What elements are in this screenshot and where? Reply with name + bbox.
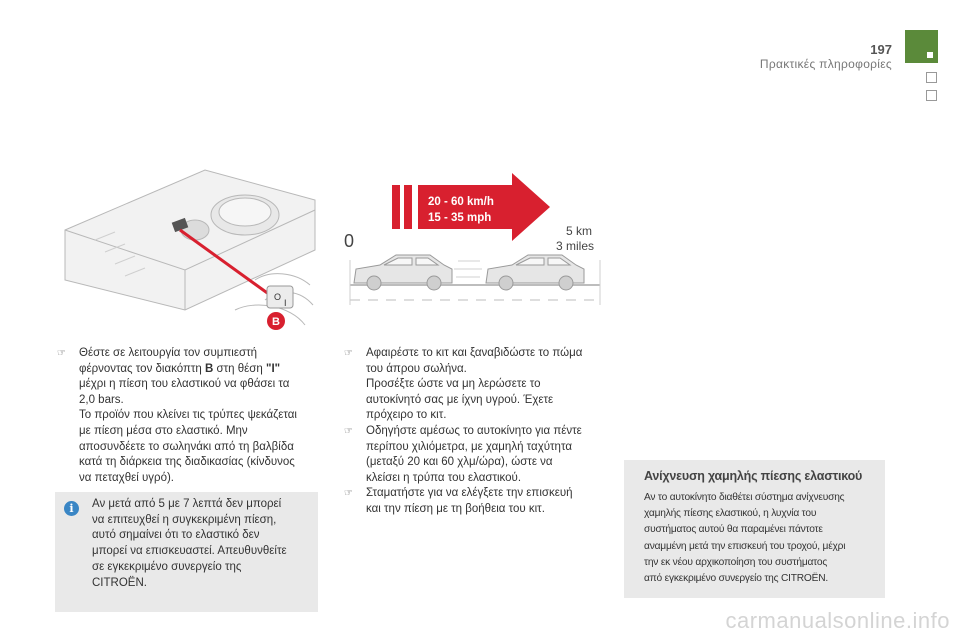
instruction-line: αυτοκίνητό σας με ίχνη υγρού. Έχετε <box>366 393 554 406</box>
instruction-stop-check <box>342 486 607 517</box>
speed-stripe-1 <box>392 185 400 229</box>
instruction-line: Σταματήστε για να ελέγξετε την επισκευή <box>366 487 573 500</box>
instruction-line: 2,0 bars. <box>79 393 124 406</box>
tpms-line: χαμηλής πίεσης ελαστικού, η λυχνία του <box>644 508 817 520</box>
switch-label-on: I <box>284 298 287 308</box>
instruction-line: Θέστε σε λειτουργία τον συμπιεστή <box>79 347 258 359</box>
instruction-line: να πεταχθεί υγρό). <box>79 471 174 484</box>
info-line: CITROËN. <box>92 576 147 589</box>
instruction-remove-kit <box>342 346 607 424</box>
instruction-drive <box>342 424 607 486</box>
tpms-line: συστήματος αυτού θα παραμένει πάντοτε <box>644 524 823 536</box>
switch-label-off: O <box>274 292 282 302</box>
info-note-text <box>92 497 312 591</box>
instruction-line: (μεταξύ 20 και 60 χλμ/ώρα), ώστε να <box>366 456 553 469</box>
speed-kmh-label: 20 - 60 km/h <box>428 196 494 208</box>
distance-miles-label: 3 miles <box>556 239 595 253</box>
instruction-start-compressor <box>55 346 320 486</box>
callout-b-label: B <box>272 316 280 328</box>
left-column <box>55 346 320 486</box>
chapter-tab[interactable] <box>905 30 938 63</box>
compressor-illustration <box>55 160 325 340</box>
drive-after-repair-illustration <box>340 165 610 315</box>
chapter-tab-empty-2[interactable] <box>926 90 937 101</box>
section-title: Πρακτικές πληροφορίες <box>759 57 892 71</box>
info-note-box <box>55 492 318 612</box>
instruction-line: Αφαιρέστε το κιτ και ξαναβιδώστε το πώμα <box>366 347 583 359</box>
info-line: μπορεί να επισκευαστεί. Απευθυνθείτε <box>92 545 287 558</box>
info-line: να επιτευχθεί η συγκεκριμένη πίεση, <box>92 513 277 526</box>
info-line: Αν μετά από 5 με 7 λεπτά δεν μπορεί <box>92 498 282 510</box>
page-number: 197 <box>870 42 892 57</box>
right-column <box>342 346 607 518</box>
instruction-line: πρόχειρο το κιτ. <box>366 409 447 422</box>
instruction-line: του άπρου σωλήνα. <box>366 362 467 375</box>
chapter-tab-empty-1[interactable] <box>926 72 937 83</box>
pointing-finger-icon: ☞ <box>344 488 353 500</box>
instruction-line: Οδηγήστε αμέσως το αυτοκίνητο για πέντε <box>366 424 582 437</box>
tpms-title: Ανίχνευση χαμηλής πίεσης ελαστικού <box>644 469 863 483</box>
info-line: αυτό σημαίνει ότι το ελαστικό δεν <box>92 529 260 542</box>
instruction-line: αποσυνδέετε το σωληνάκι από τη βαλβίδα <box>79 440 294 453</box>
pointing-finger-icon: ☞ <box>57 348 66 359</box>
instruction-line: φέρνοντας τον διακόπτη B στη θέση "I" <box>79 362 281 375</box>
tpms-text <box>644 490 882 587</box>
instruction-line: περίπου χιλιόμετρα, με χαμηλή ταχύτητα <box>366 440 572 453</box>
instruction-line: Προσέξτε ώστε να μη λερώσετε το <box>366 378 541 391</box>
instruction-line: κατά τη διάρκεια της διαδικασίας (κίνδυνος <box>79 456 295 469</box>
instruction-line: και την πίεση με τη βοήθεια του κιτ. <box>366 502 545 515</box>
instruction-line: με πίεση μέσα στο ελαστικό. Μην <box>79 424 248 437</box>
instruction-line: μέχρι η πίεση του ελαστικού να φθάσει τα <box>79 378 290 391</box>
instruction-line: κλείσει η τρύπα του ελαστικού. <box>366 471 522 484</box>
watermark: carmanualsonline.info <box>725 608 950 633</box>
tpms-line: την εκ νέου αρχικοποίηση του συστήματος <box>644 556 828 568</box>
pointing-finger-icon: ☞ <box>344 348 353 359</box>
info-icon: i <box>64 501 79 516</box>
info-line: σε εγκεκριμένο συνεργείο της <box>92 560 242 573</box>
tpms-line: από εγκεκριμένο συνεργείο της CITROËN. <box>644 573 829 585</box>
tpms-line: αναμμένη μετά την επισκευή του τροχού, μέχρι <box>644 540 846 552</box>
distance-km-label: 5 km <box>566 224 593 238</box>
tpms-line: Αν το αυτοκίνητο διαθέτει σύστημα ανίχνευσης <box>644 492 845 503</box>
chapter-tab-marker <box>927 52 933 58</box>
instruction-line: Το προϊόν που κλείνει τις τρύπες ψεκάζεται <box>79 409 297 422</box>
speed-mph-label: 15 - 35 mph <box>428 212 492 224</box>
motion-lines <box>454 261 482 277</box>
low-pressure-detection-box <box>624 460 885 598</box>
speed-stripe-2 <box>404 185 412 229</box>
start-label: 0 <box>344 231 355 251</box>
pointing-finger-icon: ☞ <box>344 425 353 437</box>
